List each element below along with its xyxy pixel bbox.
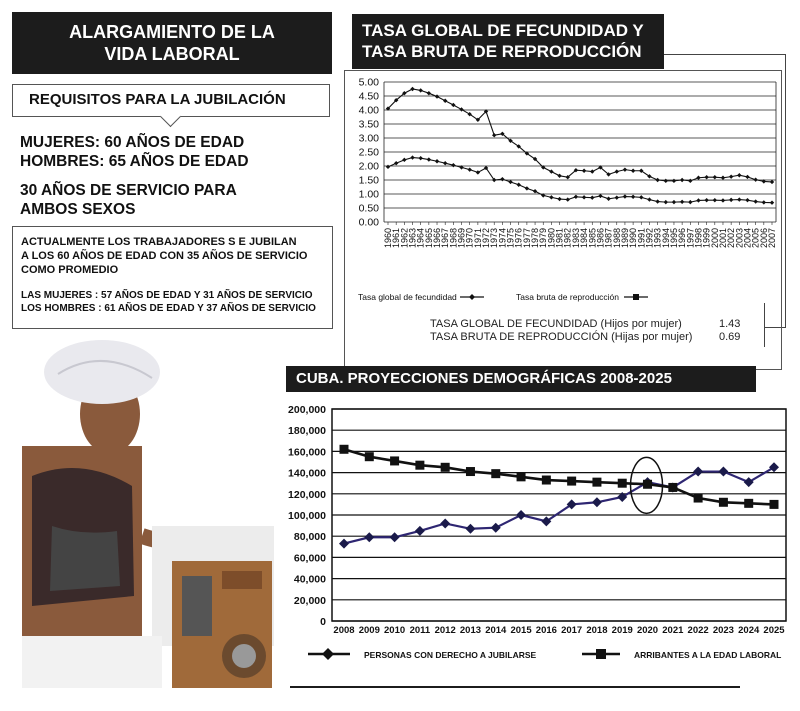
chart1-point	[590, 195, 594, 199]
chart1-xtick: 2006	[758, 228, 769, 249]
chart1-xtick: 1985	[587, 228, 598, 249]
chart2-point	[744, 477, 754, 487]
chart1-point	[435, 94, 439, 98]
women-average: LAS MUJERES : 57 AÑOS DE EDAD Y 31 AÑOS DE SERVICIO	[21, 290, 313, 301]
chart1-ytick: 2.50	[358, 146, 379, 159]
chart1-xtick: 1994	[660, 228, 671, 249]
chart1-point	[476, 170, 480, 174]
chart1-point	[753, 199, 757, 203]
chart1-xtick: 2001	[717, 228, 728, 249]
chart1-legend-label: Tasa bruta de reproducción	[516, 292, 620, 302]
chart1-xtick: 1987	[603, 228, 614, 249]
projections-chart	[270, 396, 795, 696]
chart1-point	[696, 176, 700, 180]
chart1-xtick: 1998	[693, 228, 704, 249]
chart1-series-line	[388, 89, 772, 182]
chart2-point	[516, 510, 526, 520]
chart1-xtick: 1979	[538, 228, 549, 249]
chart1-xtick: 1996	[677, 228, 688, 249]
chart1-point	[762, 200, 766, 204]
left-title	[12, 12, 332, 74]
chart1-xtick: 1965	[423, 228, 434, 249]
chart1-point	[688, 179, 692, 183]
chart2-point	[340, 445, 349, 454]
chart2-point	[364, 532, 374, 542]
chart1-xtick: 1973	[489, 228, 500, 249]
chart2-point	[592, 497, 602, 507]
tgf-summary-value: 1.43	[719, 318, 741, 330]
chart2-xtick: 2019	[611, 625, 633, 636]
chart1-point	[721, 198, 725, 202]
fertility-title-line-2: TASA BRUTA DE REPRODUCCIÓN	[362, 42, 642, 61]
chart2-point	[719, 498, 728, 507]
chart1-ytick: 1.50	[358, 174, 379, 187]
chart2-point	[466, 467, 475, 476]
worker-photo	[22, 336, 274, 688]
chart1-xtick: 1999	[701, 228, 712, 249]
chart2-xtick: 2012	[434, 625, 456, 636]
chart1-point	[753, 178, 757, 182]
chart1-point	[459, 107, 463, 111]
chart1-point	[639, 195, 643, 199]
chart2-xtick: 2009	[358, 625, 380, 636]
chart1-xtick: 1960	[383, 228, 393, 249]
chart2-ytick: 120,000	[288, 488, 326, 501]
chart2-point	[744, 499, 753, 508]
chart2-xtick: 2025	[763, 625, 785, 636]
chart1-xtick: 1977	[521, 228, 532, 249]
chart2-ytick: 0	[320, 616, 326, 628]
tgf-summary-label: TASA GLOBAL DE FECUNDIDAD (Hijos por mujer)	[430, 318, 682, 330]
chart1-point	[451, 103, 455, 107]
chart1-xtick: 1992	[644, 228, 655, 249]
chart1-point	[721, 176, 725, 180]
chart1-xtick: 2003	[734, 228, 745, 249]
chart1-point	[713, 198, 717, 202]
chart1-point	[647, 197, 651, 201]
left-title-line-1: ALARGAMIENTO DE LA	[69, 22, 275, 42]
chart1-xtick: 1976	[513, 228, 524, 249]
chart2-ytick: 20,000	[293, 594, 326, 607]
chart1-xtick: 1990	[628, 228, 639, 249]
chart1-xtick: 1986	[595, 228, 606, 249]
chart2-point	[693, 467, 703, 477]
chart1-xtick: 1967	[440, 228, 451, 249]
fertility-title	[352, 14, 664, 69]
chart2-ytick: 40,000	[293, 573, 326, 586]
chart2-xtick: 2008	[333, 625, 355, 636]
chart2-ytick: 140,000	[288, 467, 326, 480]
service-line-1: 30 AÑOS DE SERVICIO PARA	[20, 182, 237, 199]
chart1-point	[672, 179, 676, 183]
chart1-xtick: 1980	[546, 228, 557, 249]
chart1-point	[394, 161, 398, 165]
men-requirement: HOMBRES: 65 AÑOS DE EDAD	[20, 153, 249, 170]
chart2-legend-marker	[322, 648, 334, 660]
chart2-point	[390, 532, 400, 542]
chart2-point	[491, 523, 501, 533]
chart1-point	[410, 87, 414, 91]
chart1-point	[615, 195, 619, 199]
chart1-point	[500, 177, 504, 181]
chart1-legend-marker	[633, 294, 639, 300]
chart1-point	[623, 167, 627, 171]
chart2-ytick: 160,000	[288, 446, 326, 459]
chart1-point	[386, 165, 390, 169]
bracket-top	[664, 54, 786, 55]
chart1-ytick: 1.00	[358, 188, 379, 201]
men-average: LOS HOMBRES : 61 AÑOS DE EDAD Y 37 AÑOS DE SERVICIO	[21, 303, 316, 314]
chart1-point	[533, 189, 537, 193]
chart2-point	[694, 494, 703, 503]
chart1-point	[427, 91, 431, 95]
chart1-xtick: 1978	[530, 228, 541, 249]
chart2-series-line	[344, 467, 774, 543]
chart2-point	[592, 478, 601, 487]
chart1-xtick: 1984	[579, 228, 590, 249]
chart1-point	[729, 198, 733, 202]
chart2-xtick: 2018	[586, 625, 608, 636]
chart2-point	[618, 479, 627, 488]
chart1-point	[590, 169, 594, 173]
chart1-point	[615, 169, 619, 173]
chart1-point	[410, 155, 414, 159]
chart1-xtick: 1975	[505, 228, 516, 249]
chart1-point	[549, 195, 553, 199]
chart2-point	[390, 456, 399, 465]
chart1-point	[582, 169, 586, 173]
chart1-xtick: 1971	[472, 228, 483, 249]
requirements-title-text: REQUISITOS PARA LA JUBILACIÓN	[29, 91, 286, 108]
chart2-point	[668, 483, 677, 492]
chart1-point	[443, 99, 447, 103]
chart1-point	[745, 198, 749, 202]
chart2-xtick: 2010	[384, 625, 406, 636]
chart1-point	[713, 175, 717, 179]
chart2-legend-label: PERSONAS CON DERECHO A JUBILARSE	[364, 650, 537, 660]
chart2-point	[643, 480, 652, 489]
chart1-point	[688, 200, 692, 204]
chart2-point	[465, 524, 475, 534]
chart2-ytick: 200,000	[288, 404, 326, 416]
chart1-ytick: 4.00	[358, 104, 379, 117]
chart1-point	[664, 179, 668, 183]
chart1-point	[418, 88, 422, 92]
chart2-point	[339, 539, 349, 549]
chart1-xtick: 1991	[636, 228, 647, 249]
chart1-ytick: 2.00	[358, 160, 379, 173]
tbr-summary-value: 0.69	[719, 331, 741, 343]
chart1-point	[492, 133, 496, 137]
chart1-xtick: 1995	[668, 228, 679, 249]
chart2-xtick: 2016	[535, 625, 557, 636]
chart1-xtick: 1963	[407, 228, 418, 249]
chart1-point	[402, 158, 406, 162]
service-line-2: AMBOS SEXOS	[20, 201, 136, 218]
chart1-point	[680, 178, 684, 182]
chart1-xtick: 2005	[750, 228, 761, 249]
chart1-xtick: 2000	[709, 228, 720, 249]
chart1-xtick: 1970	[464, 228, 475, 249]
chart1-xtick: 2004	[742, 228, 753, 249]
average-line-3: COMO PROMEDIO	[21, 264, 119, 276]
chart2-point	[718, 467, 728, 477]
chart1-point	[549, 169, 553, 173]
chart1-point	[672, 200, 676, 204]
chart1-ytick: 0.00	[358, 216, 379, 229]
average-retirement-box	[12, 226, 333, 329]
chart2-ytick: 80,000	[293, 531, 326, 544]
average-line-2: A LOS 60 AÑOS DE EDAD CON 35 AÑOS DE SERVICIO	[21, 250, 308, 262]
chart2-xtick: 2022	[687, 625, 709, 636]
chart1-point	[418, 156, 422, 160]
chart2-xtick: 2023	[712, 625, 734, 636]
chart1-point	[745, 175, 749, 179]
chart2-legend-label: ARRIBANTES A LA EDAD LABORAL	[634, 650, 782, 660]
chart1-point	[704, 198, 708, 202]
chart1-point	[737, 173, 741, 177]
chart1-xtick: 1983	[570, 228, 581, 249]
chart1-xtick: 1988	[611, 228, 622, 249]
chart2-point	[491, 469, 500, 478]
chart2-point	[770, 500, 779, 509]
bottom-rule	[290, 686, 740, 688]
chart1-xtick: 1993	[652, 228, 663, 249]
chart1-point	[508, 180, 512, 184]
chart1-point	[427, 157, 431, 161]
chart1-legend-marker	[469, 294, 475, 300]
chart1-xtick: 1961	[391, 228, 402, 249]
chart2-ytick: 180,000	[288, 425, 326, 438]
chart1-point	[655, 199, 659, 203]
chart1-xtick: 1981	[554, 228, 565, 249]
chart1-point	[525, 186, 529, 190]
chart1-point	[770, 200, 774, 204]
chart1-point	[770, 180, 774, 184]
chart2-point	[769, 462, 779, 472]
chart2-point	[542, 476, 551, 485]
chart1-point	[451, 163, 455, 167]
chart1-point	[435, 159, 439, 163]
chart1-point	[517, 183, 521, 187]
chart1-point	[704, 175, 708, 179]
chart1-ytick: 5.00	[358, 76, 379, 89]
chart1-xtick: 1989	[619, 228, 630, 249]
chart2-xtick: 2020	[636, 625, 659, 636]
chart2-xtick: 2014	[485, 625, 507, 636]
chart2-xtick: 2013	[459, 625, 482, 636]
chart1-point	[443, 161, 447, 165]
chart1-ytick: 3.00	[358, 132, 379, 145]
chart1-point	[598, 194, 602, 198]
chart1-point	[557, 174, 561, 178]
chart2-legend-marker	[596, 649, 606, 659]
chart1-xtick: 1966	[432, 228, 443, 249]
chart1-xtick: 2007	[767, 228, 777, 249]
chart1-ytick: 3.50	[358, 118, 379, 131]
chart2-xtick: 2024	[738, 625, 760, 636]
chart1-xtick: 2002	[726, 228, 737, 249]
chart1-xtick: 1969	[456, 228, 467, 249]
chart1-point	[606, 197, 610, 201]
fertility-title-line-1: TASA GLOBAL DE FECUNDIDAD Y	[362, 21, 644, 40]
chart1-xtick: 1968	[448, 228, 459, 249]
chart2-point	[365, 452, 374, 461]
chart1-point	[631, 195, 635, 199]
chart1-point	[574, 195, 578, 199]
chart1-xtick: 1972	[481, 228, 492, 249]
service-requirement	[20, 181, 237, 219]
chart1-xtick: 1964	[415, 228, 426, 249]
chart2-xtick: 2021	[662, 625, 684, 636]
chart1-point	[696, 198, 700, 202]
chart2-xtick: 2015	[510, 625, 532, 636]
chart1-point	[729, 174, 733, 178]
chart2-point	[567, 477, 576, 486]
chart1-xtick: 1974	[497, 228, 508, 249]
chart2-xtick: 2017	[561, 625, 583, 636]
average-line-1: ACTUALMENTE LOS TRABAJADORES S E JUBILAN	[21, 236, 297, 248]
chart1-ytick: 4.50	[358, 90, 379, 103]
chart2-point	[415, 461, 424, 470]
chart1-point	[468, 167, 472, 171]
chart1-legend-label: Tasa global de fecundidad	[358, 292, 457, 302]
chart2-point	[441, 463, 450, 472]
chart2-xtick: 2011	[409, 625, 431, 636]
chart1-point	[631, 169, 635, 173]
chart2-point	[517, 472, 526, 481]
left-title-line-2: VIDA LABORAL	[104, 44, 240, 64]
chart2-ytick: 100,000	[288, 510, 326, 522]
chart2-series-line	[344, 449, 774, 504]
chart1-point	[566, 197, 570, 201]
chart1-point	[623, 194, 627, 198]
chart1-point	[664, 200, 668, 204]
chart1-xtick: 1962	[399, 228, 410, 249]
tbr-summary-label: TASA BRUTA DE REPRODUCCIÓN (Hijas por mujer)	[430, 331, 693, 343]
projections-title: CUBA. PROYECCIONES DEMOGRÁFICAS 2008-2025	[286, 366, 756, 392]
chart1-point	[557, 197, 561, 201]
chart1-point	[655, 178, 659, 182]
women-requirement: MUJERES: 60 AÑOS DE EDAD	[20, 134, 245, 151]
chart2-point	[440, 518, 450, 528]
requirements-title	[12, 84, 330, 117]
chart1-ytick: 0.50	[358, 202, 379, 215]
chart2-point	[415, 526, 425, 536]
chart1-point	[680, 200, 684, 204]
chart1-point	[582, 195, 586, 199]
bracket-right	[785, 54, 786, 328]
chart2-ytick: 60,000	[293, 552, 326, 565]
chart1-point	[737, 197, 741, 201]
chart1-xtick: 1982	[562, 228, 573, 249]
chart1-xtick: 1997	[685, 228, 696, 249]
